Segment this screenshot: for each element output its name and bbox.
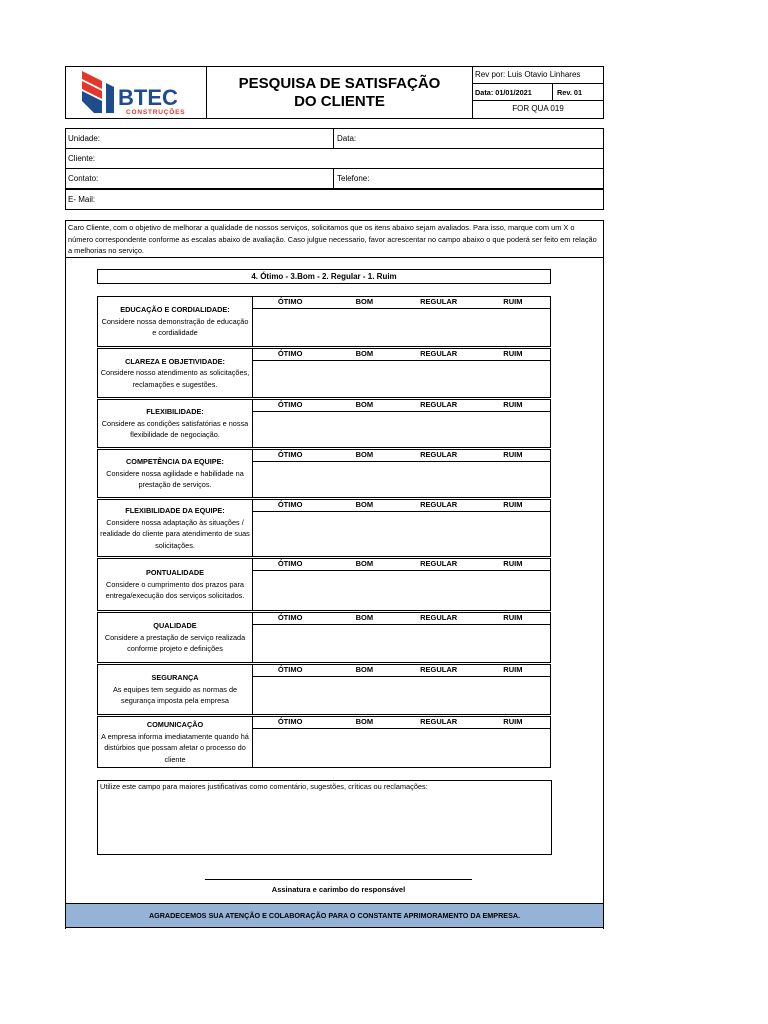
rating-column-label: ÓTIMO [277,717,303,726]
signature-label: Assinatura e carimbo do responsável [271,885,406,894]
data-field[interactable]: Data: [337,134,357,143]
rating-column-label: ÓTIMO [277,400,303,409]
rating-scale: 4. Ótimo - 3.Bom - 2. Regular - 1. Ruim [97,269,551,284]
unidade-field[interactable]: Unidade: [68,134,101,143]
rating-column-label: BOM [355,297,374,306]
rating-column-label: ÓTIMO [277,450,303,459]
brand-name: BTEC [118,85,178,110]
criterion-title: CLAREZA E OBJETIVIDADE: [125,356,225,366]
title-line-2: DO CLIENTE [294,92,385,110]
rating-column-label: RUIM [503,450,523,459]
rating-column-label: BOM [355,500,374,509]
criterion-title: SEGURANÇA [151,673,199,683]
rating-column-label: BOM [355,613,374,622]
criterion-title: EDUCAÇÃO E CORDIALIDADE: [120,305,230,315]
intro-text: Caro Cliente, com o objetivo de melhorar a qualidade de nossos serviços, solicitamos que os itens abaixo sejam avaliados. Para isso, marque com um X o número correspondente conforme as escalas abaixo de avaliação. Caso julgue necessario, favor acrescentar no campo abaixo o que poderá ser feito em relação a melhorias no serviço. [65,220,604,258]
criterion-description: As equipes tem seguido as normas de segurança imposta pela empresa [112,684,238,706]
criterion-block [97,499,551,557]
rating-answer-area[interactable] [253,570,550,610]
rating-column-label: REGULAR [420,500,458,509]
info-row-unidade [65,128,604,149]
criterion-description: Considere a prestação de serviço realizada conforme projeto e definições [104,632,246,654]
rating-column-label: REGULAR [420,400,458,409]
rating-column-label: REGULAR [420,349,458,358]
info-row-contato [65,168,604,189]
form-code: FOR QUA 019 [512,104,564,113]
criterion-description: Considere as condições satisfatórias e nossa flexibilidade de negociação. [101,418,249,440]
criterion-title: PONTUALIDADE [146,568,204,578]
rating-column-label: BOM [355,717,374,726]
rating-answer-area[interactable] [253,360,550,397]
rating-column-label: BOM [355,665,374,674]
criterion-label [98,349,253,397]
criterion-label [98,613,253,662]
rating-column-label: ÓTIMO [277,349,303,358]
rating-column-label: BOM [355,559,374,568]
rating-column-label: ÓTIMO [277,665,303,674]
rev-date: Data: 01/01/2021 [473,84,553,101]
form-header [65,66,604,119]
rating-column-label: RUIM [503,349,523,358]
rating-column-label: RUIM [503,297,523,306]
criterion-block [97,399,551,448]
criterion-block [97,558,551,611]
criterion-block [97,716,551,768]
info-row-email [65,189,604,210]
rating-answer-area[interactable] [253,461,550,497]
criterion-description: Considere nossa demonstração de educação e cordialidade [101,316,249,338]
company-logo [66,67,207,118]
criterion-block [97,449,551,498]
revision-info [473,67,603,118]
criterion-title: QUALIDADE [153,621,197,631]
rating-column-label: BOM [355,400,374,409]
comments-label: Utilize este campo para maiores justificativas como comentário, sugestões, críticas ou reclamações: [100,782,428,791]
rating-column-label: RUIM [503,613,523,622]
criterion-label [98,665,253,714]
rating-answer-area[interactable] [253,676,550,714]
rev-author: Rev por: Luis Otavio Linhares [473,67,603,84]
rating-column-label: REGULAR [420,717,458,726]
rating-column-label: REGULAR [420,665,458,674]
rating-answer-area[interactable] [253,728,550,767]
info-row-cliente [65,148,604,169]
rating-column-label: RUIM [503,717,523,726]
rating-column-label: RUIM [503,665,523,674]
thanks-footer: AGRADECEMOS SUA ATENÇÃO E COLABORAÇÃO PARA O CONSTANTE APRIMORAMENTO DA EMPRESA. [65,903,604,928]
rating-column-label: REGULAR [420,297,458,306]
criterion-label [98,400,253,447]
telefone-field[interactable]: Telefone: [337,174,370,183]
rating-column-label: BOM [355,349,374,358]
rating-column-label: ÓTIMO [277,500,303,509]
criterion-title: FLEXIBILIDADE: [146,407,204,417]
rating-column-label: BOM [355,450,374,459]
rating-answer-area[interactable] [253,511,550,556]
title-line-1: PESQUISA DE SATISFAÇÃO [238,74,441,92]
criterion-title: COMUNICAÇÃO [146,720,204,729]
criterion-label [98,450,253,497]
signature-line [205,879,472,880]
criterion-description: A empresa informa imediatamente quando há distúrbios que possam afetar o processo do cliente [101,731,249,764]
rev-number: Rev. 01 [553,84,603,101]
rating-answer-area[interactable] [253,624,550,662]
rating-column-label: RUIM [503,400,523,409]
criterion-block [97,664,551,715]
rating-column-label: REGULAR [420,559,458,568]
btec-logo-icon [66,67,207,118]
cliente-field[interactable]: Cliente: [68,154,96,163]
contato-field[interactable]: Contato: [68,174,99,183]
rating-answer-area[interactable] [253,411,550,447]
rating-column-label: ÓTIMO [277,297,303,306]
criterion-title: COMPETÊNCIA DA EQUIPE: [126,457,224,467]
criterion-description: Considere o cumprimento dos prazos para entrega/execução dos serviços solicitados. [105,579,245,601]
rating-column-label: RUIM [503,500,523,509]
criterion-label [98,500,253,556]
criterion-label [98,559,253,610]
comments-box[interactable] [97,780,552,855]
criterion-description: Considere nossa adaptação às situações / realidade do cliente para atendimento de suas solicitações. [100,517,250,550]
rating-column-label: RUIM [503,559,523,568]
rating-answer-area[interactable] [253,308,550,346]
form-title [207,67,473,118]
rating-column-label: REGULAR [420,450,458,459]
email-field[interactable]: E- Mail: [68,195,96,204]
rating-column-label: ÓTIMO [277,559,303,568]
criterion-description: Considere nossa agilidade e habilidade na prestação de serviços. [106,468,244,490]
criterion-description: Considere nosso atendimento as solicitações, reclamações e sugestões. [100,368,250,389]
criterion-block [97,348,551,398]
rating-column-label: REGULAR [420,613,458,622]
criterion-label [98,297,253,346]
criterion-title: FLEXIBILIDADE DA EQUIPE: [125,506,225,515]
criterion-block [97,612,551,663]
criterion-block [97,296,551,347]
brand-subtitle: CONSTRUÇÕES [126,109,186,116]
rating-column-label: ÓTIMO [277,613,303,622]
criterion-label [98,717,253,767]
